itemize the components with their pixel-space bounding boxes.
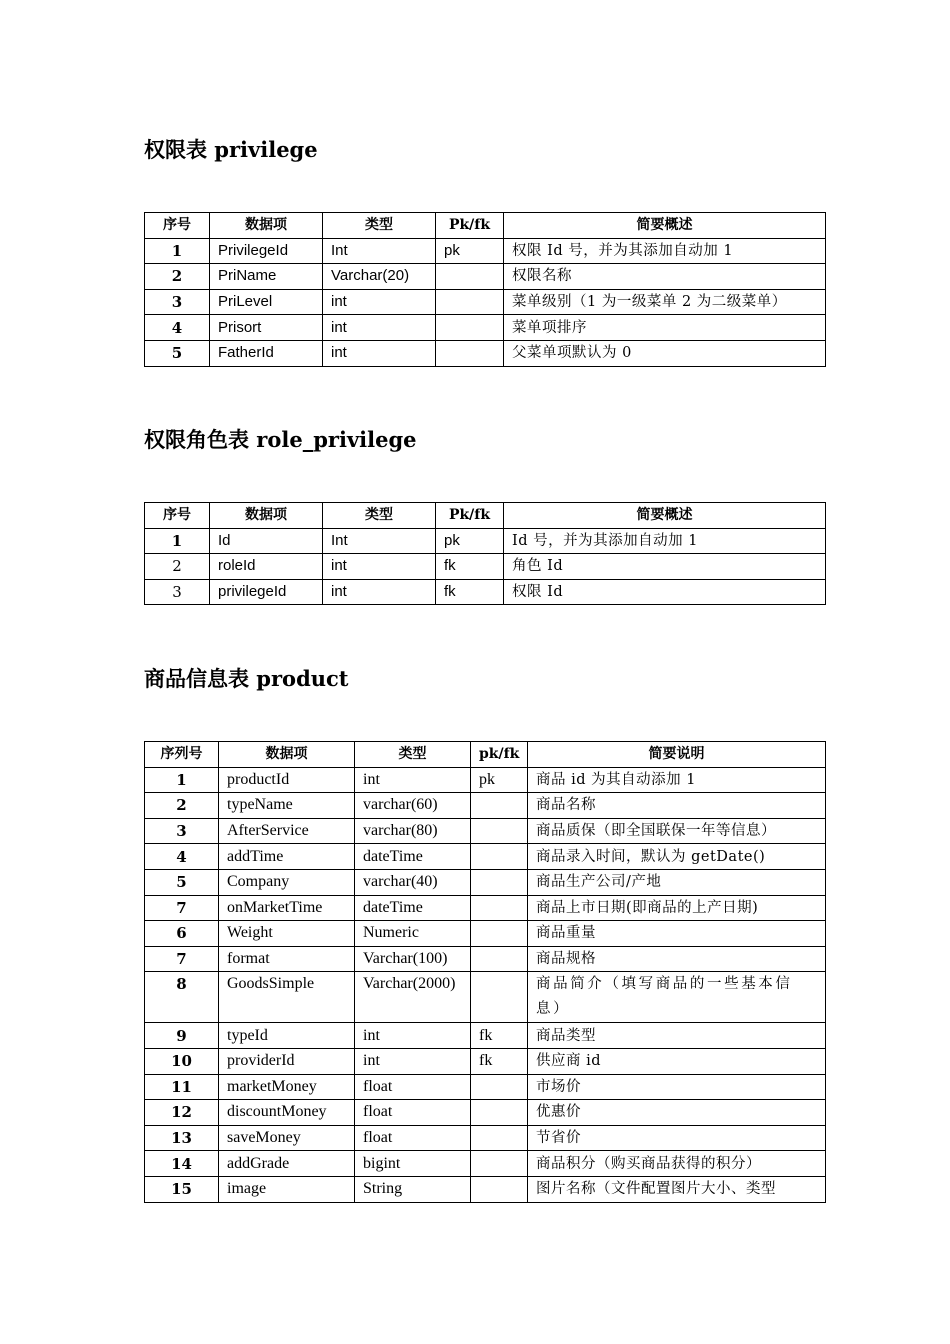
cell-field: typeName bbox=[219, 793, 355, 819]
cell-field: PriName bbox=[210, 264, 323, 290]
table-row bbox=[145, 528, 826, 554]
table-row bbox=[145, 869, 826, 895]
cell-no: 15 bbox=[145, 1176, 219, 1202]
cell-desc: 商品简介（填写商品的一些基本信息） bbox=[528, 972, 826, 1023]
cell-no: 5 bbox=[145, 340, 210, 366]
cell-desc: 权限名称 bbox=[504, 264, 826, 290]
cell-desc: 商品质保（即全国联保一年等信息） bbox=[528, 818, 826, 844]
table-row bbox=[145, 972, 826, 1023]
cell-no: 2 bbox=[145, 264, 210, 290]
cell-no: 3 bbox=[145, 289, 210, 315]
cell-field: productId bbox=[219, 767, 355, 793]
cell-key: pk bbox=[436, 528, 504, 554]
cell-desc: 商品录入时间，默认为 getDate() bbox=[528, 844, 826, 870]
cell-key bbox=[471, 793, 528, 819]
cell-desc: 菜单项排序 bbox=[504, 315, 826, 341]
cell-field: discountMoney bbox=[219, 1100, 355, 1126]
cell-key bbox=[471, 869, 528, 895]
table-row bbox=[145, 1048, 826, 1074]
header-cell-field: 数据项 bbox=[210, 213, 323, 239]
table-row bbox=[145, 1100, 826, 1126]
privilege-table bbox=[144, 212, 826, 367]
cell-desc: 节省价 bbox=[528, 1125, 826, 1151]
cell-desc: 商品 id 为其自动添加 1 bbox=[528, 767, 826, 793]
cell-no: 6 bbox=[145, 921, 219, 947]
cell-desc: 优惠价 bbox=[528, 1100, 826, 1126]
cell-key: fk bbox=[471, 1023, 528, 1049]
cell-type: int bbox=[323, 579, 436, 605]
header-cell-key: Pk/fk bbox=[436, 213, 504, 239]
table-row bbox=[145, 767, 826, 793]
table-row bbox=[145, 793, 826, 819]
cell-key: pk bbox=[436, 238, 504, 264]
cell-type: Varchar(2000) bbox=[355, 972, 471, 1023]
cell-type: float bbox=[355, 1100, 471, 1126]
cell-key: pk bbox=[471, 767, 528, 793]
cell-desc: 市场价 bbox=[528, 1074, 826, 1100]
header-cell-desc: 简要概述 bbox=[504, 503, 826, 529]
table-row bbox=[145, 579, 826, 605]
cell-type: int bbox=[355, 1048, 471, 1074]
cell-type: dateTime bbox=[355, 844, 471, 870]
header-cell-key: Pk/fk bbox=[436, 503, 504, 529]
cell-type: varchar(80) bbox=[355, 818, 471, 844]
cell-no: 9 bbox=[145, 1023, 219, 1049]
cell-field: Id bbox=[210, 528, 323, 554]
cell-no: 7 bbox=[145, 946, 219, 972]
cell-no: 1 bbox=[145, 767, 219, 793]
header-cell-field: 数据项 bbox=[219, 742, 355, 768]
cell-no: 2 bbox=[145, 793, 219, 819]
cell-field: addTime bbox=[219, 844, 355, 870]
cell-key bbox=[471, 946, 528, 972]
header-cell-desc: 简要概述 bbox=[504, 213, 826, 239]
cell-desc: 角色 Id bbox=[504, 554, 826, 580]
cell-field: onMarketTime bbox=[219, 895, 355, 921]
cell-field: Prisort bbox=[210, 315, 323, 341]
cell-field: typeId bbox=[219, 1023, 355, 1049]
cell-type: Varchar(100) bbox=[355, 946, 471, 972]
cell-desc: 商品类型 bbox=[528, 1023, 826, 1049]
product-table bbox=[144, 741, 826, 1203]
table-row bbox=[145, 946, 826, 972]
cell-key bbox=[471, 921, 528, 947]
table-row bbox=[145, 844, 826, 870]
table-row bbox=[145, 340, 826, 366]
cell-field: providerId bbox=[219, 1048, 355, 1074]
cell-type: float bbox=[355, 1074, 471, 1100]
cell-desc: 商品名称 bbox=[528, 793, 826, 819]
cell-no: 4 bbox=[145, 844, 219, 870]
cell-desc: 商品生产公司/产地 bbox=[528, 869, 826, 895]
role-privilege-table bbox=[144, 502, 826, 605]
table-row bbox=[145, 1176, 826, 1202]
header-cell-no: 序列号 bbox=[145, 742, 219, 768]
table-row bbox=[145, 818, 826, 844]
header-cell-no: 序号 bbox=[145, 503, 210, 529]
header-cell-no: 序号 bbox=[145, 213, 210, 239]
cell-key: fk bbox=[436, 554, 504, 580]
table-header-row bbox=[145, 503, 826, 529]
cell-type: int bbox=[323, 289, 436, 315]
cell-key: fk bbox=[471, 1048, 528, 1074]
cell-type: String bbox=[355, 1176, 471, 1202]
cell-desc: 权限 Id 号，并为其添加自动加 1 bbox=[504, 238, 826, 264]
cell-field: GoodsSimple bbox=[219, 972, 355, 1023]
cell-desc: 供应商 id bbox=[528, 1048, 826, 1074]
cell-type: int bbox=[323, 315, 436, 341]
cell-no: 1 bbox=[145, 238, 210, 264]
table-row bbox=[145, 895, 826, 921]
section-title-product: 商品信息表 product bbox=[144, 666, 349, 691]
table-row bbox=[145, 289, 826, 315]
cell-desc: 商品积分（购买商品获得的积分） bbox=[528, 1151, 826, 1177]
cell-key bbox=[471, 1100, 528, 1126]
cell-type: int bbox=[323, 340, 436, 366]
header-cell-type: 类型 bbox=[355, 742, 471, 768]
cell-type: int bbox=[323, 554, 436, 580]
cell-key bbox=[471, 1176, 528, 1202]
cell-key bbox=[471, 844, 528, 870]
cell-no: 12 bbox=[145, 1100, 219, 1126]
cell-no: 7 bbox=[145, 895, 219, 921]
cell-field: FatherId bbox=[210, 340, 323, 366]
cell-no: 1 bbox=[145, 528, 210, 554]
cell-type: float bbox=[355, 1125, 471, 1151]
cell-type: Int bbox=[323, 528, 436, 554]
cell-field: AfterService bbox=[219, 818, 355, 844]
cell-type: int bbox=[355, 767, 471, 793]
cell-type: Varchar(20) bbox=[323, 264, 436, 290]
table-row bbox=[145, 1074, 826, 1100]
cell-key bbox=[471, 972, 528, 1023]
table-row bbox=[145, 554, 826, 580]
cell-key bbox=[471, 1151, 528, 1177]
cell-type: int bbox=[355, 1023, 471, 1049]
cell-desc: 图片名称（文件配置图片大小、类型 bbox=[528, 1176, 826, 1202]
cell-field: roleId bbox=[210, 554, 323, 580]
header-cell-key: pk/fk bbox=[471, 742, 528, 768]
cell-type: Numeric bbox=[355, 921, 471, 947]
cell-key bbox=[471, 1125, 528, 1151]
cell-no: 2 bbox=[145, 554, 210, 580]
cell-field: image bbox=[219, 1176, 355, 1202]
cell-field: marketMoney bbox=[219, 1074, 355, 1100]
cell-field: saveMoney bbox=[219, 1125, 355, 1151]
cell-key bbox=[436, 340, 504, 366]
cell-no: 10 bbox=[145, 1048, 219, 1074]
table-row bbox=[145, 1023, 826, 1049]
cell-key bbox=[471, 895, 528, 921]
section-title-privilege: 权限表 privilege bbox=[144, 137, 318, 162]
cell-field: privilegeId bbox=[210, 579, 323, 605]
cell-desc: Id 号，并为其添加自动加 1 bbox=[504, 528, 826, 554]
cell-desc: 商品重量 bbox=[528, 921, 826, 947]
cell-no: 5 bbox=[145, 869, 219, 895]
cell-no: 3 bbox=[145, 818, 219, 844]
cell-field: format bbox=[219, 946, 355, 972]
cell-field: addGrade bbox=[219, 1151, 355, 1177]
cell-no: 8 bbox=[145, 972, 219, 1023]
table-row bbox=[145, 315, 826, 341]
cell-field: PrivilegeId bbox=[210, 238, 323, 264]
table-header-row bbox=[145, 213, 826, 239]
cell-field: Company bbox=[219, 869, 355, 895]
table-row bbox=[145, 1125, 826, 1151]
cell-key bbox=[471, 1074, 528, 1100]
cell-no: 14 bbox=[145, 1151, 219, 1177]
cell-type: bigint bbox=[355, 1151, 471, 1177]
cell-no: 13 bbox=[145, 1125, 219, 1151]
table-row bbox=[145, 264, 826, 290]
cell-desc: 父菜单项默认为 0 bbox=[504, 340, 826, 366]
cell-no: 4 bbox=[145, 315, 210, 341]
cell-key bbox=[436, 289, 504, 315]
table-row bbox=[145, 238, 826, 264]
cell-desc: 商品上市日期(即商品的上产日期) bbox=[528, 895, 826, 921]
cell-key bbox=[471, 818, 528, 844]
cell-key bbox=[436, 315, 504, 341]
cell-type: varchar(60) bbox=[355, 793, 471, 819]
header-cell-field: 数据项 bbox=[210, 503, 323, 529]
cell-desc: 权限 Id bbox=[504, 579, 826, 605]
table-row bbox=[145, 1151, 826, 1177]
cell-type: Int bbox=[323, 238, 436, 264]
cell-field: Weight bbox=[219, 921, 355, 947]
cell-key bbox=[436, 264, 504, 290]
header-cell-type: 类型 bbox=[323, 213, 436, 239]
cell-type: dateTime bbox=[355, 895, 471, 921]
cell-no: 11 bbox=[145, 1074, 219, 1100]
header-cell-desc: 简要说明 bbox=[528, 742, 826, 768]
table-row bbox=[145, 921, 826, 947]
header-cell-type: 类型 bbox=[323, 503, 436, 529]
cell-key: fk bbox=[436, 579, 504, 605]
cell-field: PriLevel bbox=[210, 289, 323, 315]
section-title-role-privilege: 权限角色表 role_privilege bbox=[144, 427, 417, 452]
cell-type: varchar(40) bbox=[355, 869, 471, 895]
cell-desc: 菜单级别（1 为一级菜单 2 为二级菜单） bbox=[504, 289, 826, 315]
cell-desc: 商品规格 bbox=[528, 946, 826, 972]
cell-no: 3 bbox=[145, 579, 210, 605]
table-header-row bbox=[145, 742, 826, 768]
